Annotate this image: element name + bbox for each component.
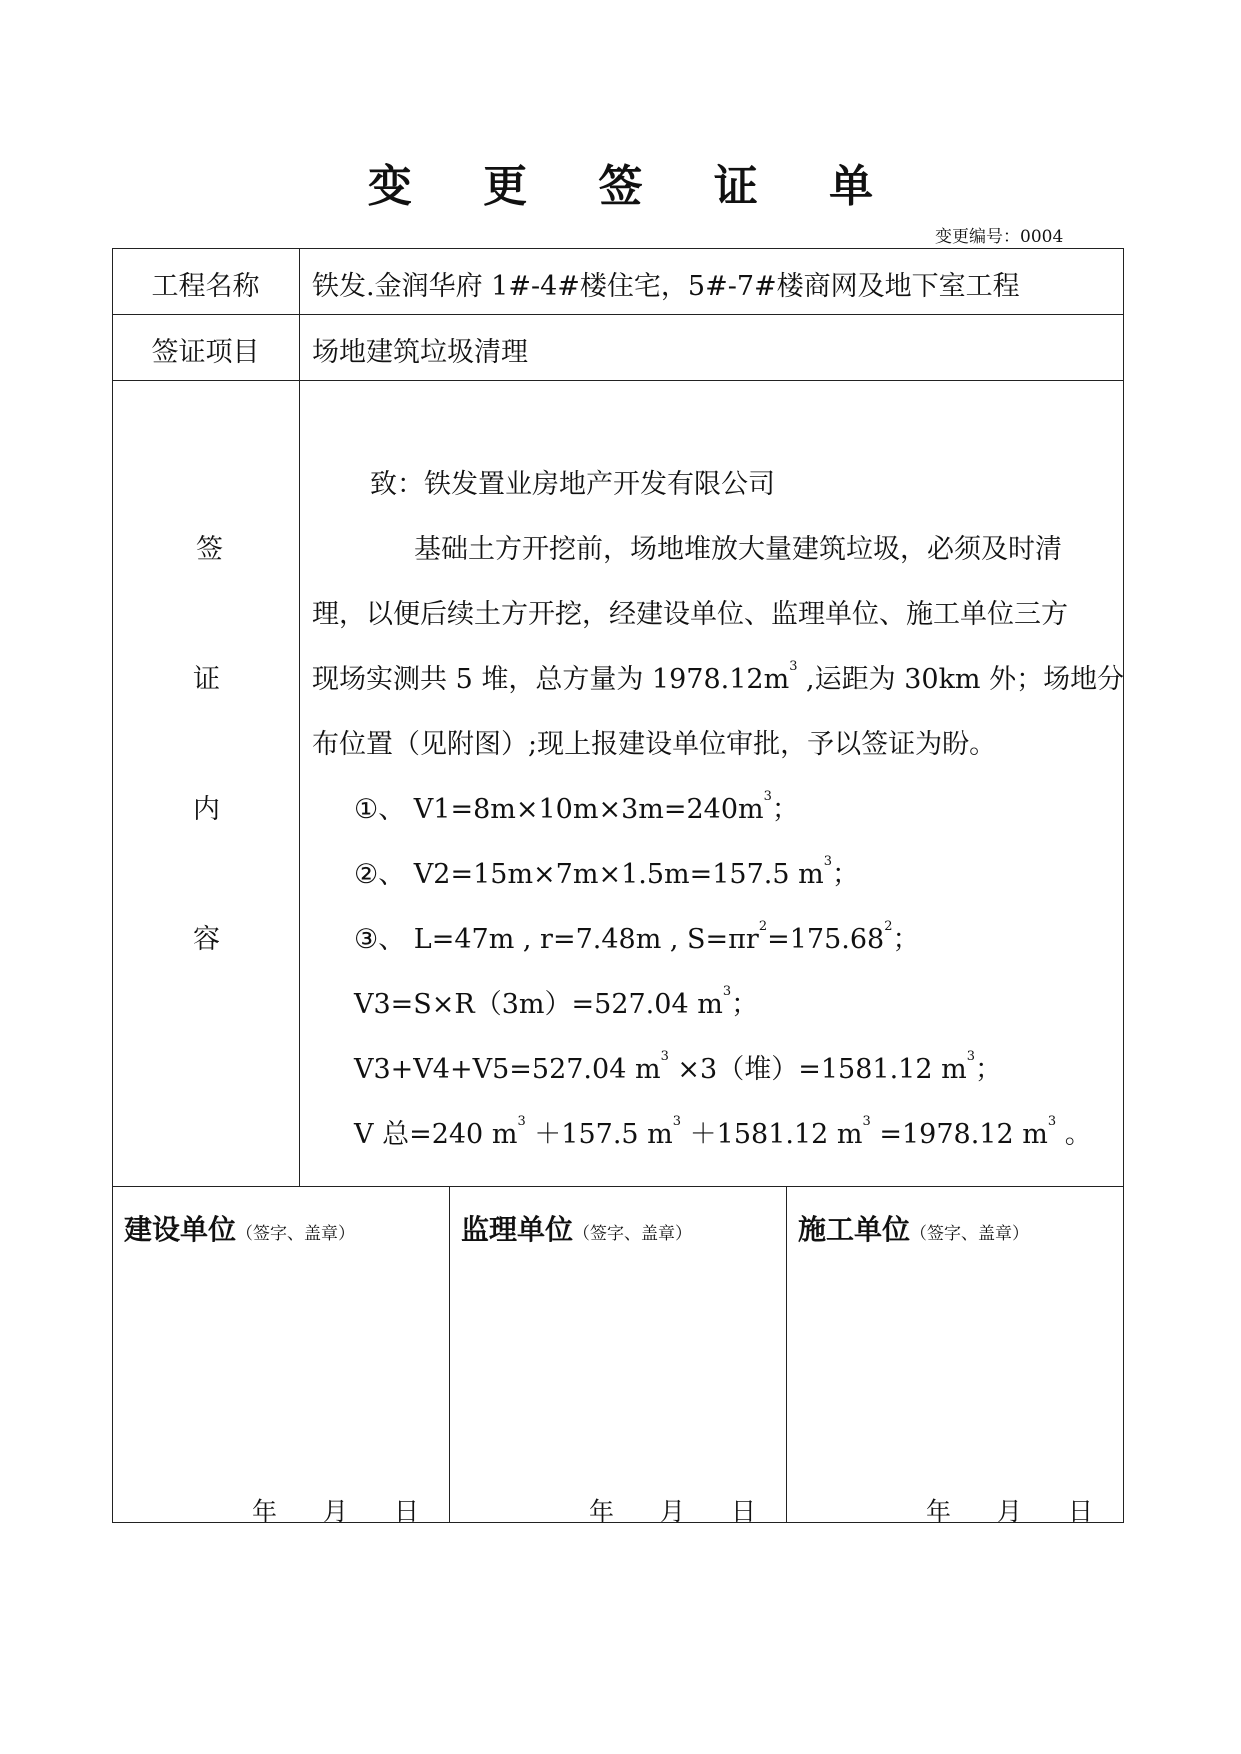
visa-item-label: 签证项目 xyxy=(151,337,260,368)
project-name-label: 工程名称 xyxy=(151,271,260,302)
calc-line: V 总=240 $m^3 +157.5$ $m^3 +1581.12$ $m^3 =1978.12$ $m^3$ 。 xyxy=(354,1114,1092,1150)
calc-line: V3+V4+V5=527.04 $m^3 \times 3$（堆）=1581.12 $m^3$； xyxy=(354,1049,1002,1085)
calc-line: ②、 V2=15m×7m×1.5m=157.5 $m^3$； xyxy=(354,854,859,890)
party-name: 监理单位 xyxy=(461,1213,574,1246)
year-label: 年 xyxy=(252,1497,278,1526)
month-label: 月 xyxy=(997,1497,1023,1526)
owner-date xyxy=(252,1492,419,1528)
day-label: 日 xyxy=(394,1497,420,1526)
owner-signature-block xyxy=(124,1208,355,1248)
content-paragraph-line: 基础土方开挖前，场地堆放大量建筑垃圾，必须及时清 xyxy=(414,534,1062,565)
party-note: （签字、盖章） xyxy=(236,1224,356,1244)
party-name: 施工单位 xyxy=(798,1213,911,1246)
calc-line: ③、 L=47m , r=7.48m , $S=\pi r^2=175.68^2$； xyxy=(354,919,920,955)
party-note: （签字、盖章） xyxy=(910,1224,1030,1244)
day-label: 日 xyxy=(731,1497,757,1526)
divider xyxy=(786,1186,787,1523)
project-name-value: 铁发.金润华府 1#-4#楼住宅，5#-7#楼商网及地下室工程 xyxy=(312,271,1020,302)
visa-item-value: 场地建筑垃圾清理 xyxy=(312,337,528,368)
divider xyxy=(299,248,300,1186)
party-note: （签字、盖章） xyxy=(573,1224,693,1244)
divider xyxy=(112,314,1124,315)
calc-line: ①、 $V1=8m\times 10m\times 3m=240m^3$； xyxy=(354,789,799,825)
content-label-char: 容 xyxy=(193,924,220,955)
month-label: 月 xyxy=(323,1497,349,1526)
contractor-date xyxy=(926,1492,1093,1528)
divider xyxy=(449,1186,450,1523)
divider xyxy=(112,380,1124,381)
supervisor-signature-block xyxy=(461,1208,692,1248)
day-label: 日 xyxy=(1068,1497,1094,1526)
supervisor-date xyxy=(589,1492,756,1528)
year-label: 年 xyxy=(589,1497,615,1526)
party-name: 建设单位 xyxy=(124,1213,237,1246)
content-paragraph-line: 布位置（见附图）;现上报建设单位审批，予以签证为盼。 xyxy=(312,729,997,760)
content-label-char: 证 xyxy=(193,664,220,695)
calc-line: V3=S×R（3m）=527.04 $m^3$； xyxy=(354,984,759,1020)
content-label-char: 内 xyxy=(193,794,220,825)
contractor-signature-block xyxy=(798,1208,1029,1248)
page-title: 变 更 签 证 单 xyxy=(367,161,902,212)
change-number: 变更编号：0004 xyxy=(935,227,1064,247)
year-label: 年 xyxy=(926,1497,952,1526)
content-label-char: 签 xyxy=(196,534,223,565)
divider xyxy=(112,1186,1124,1187)
content-paragraph-line: 现场实测共 5 堆，总方量为 $1978.12m^3$ ,运距为 30km 外；场地分 xyxy=(312,659,1125,695)
content-recipient: 致：铁发置业房地产开发有限公司 xyxy=(370,469,775,500)
content-paragraph-line: 理，以便后续土方开挖，经建设单位、监理单位、施工单位三方 xyxy=(312,599,1068,630)
month-label: 月 xyxy=(660,1497,686,1526)
